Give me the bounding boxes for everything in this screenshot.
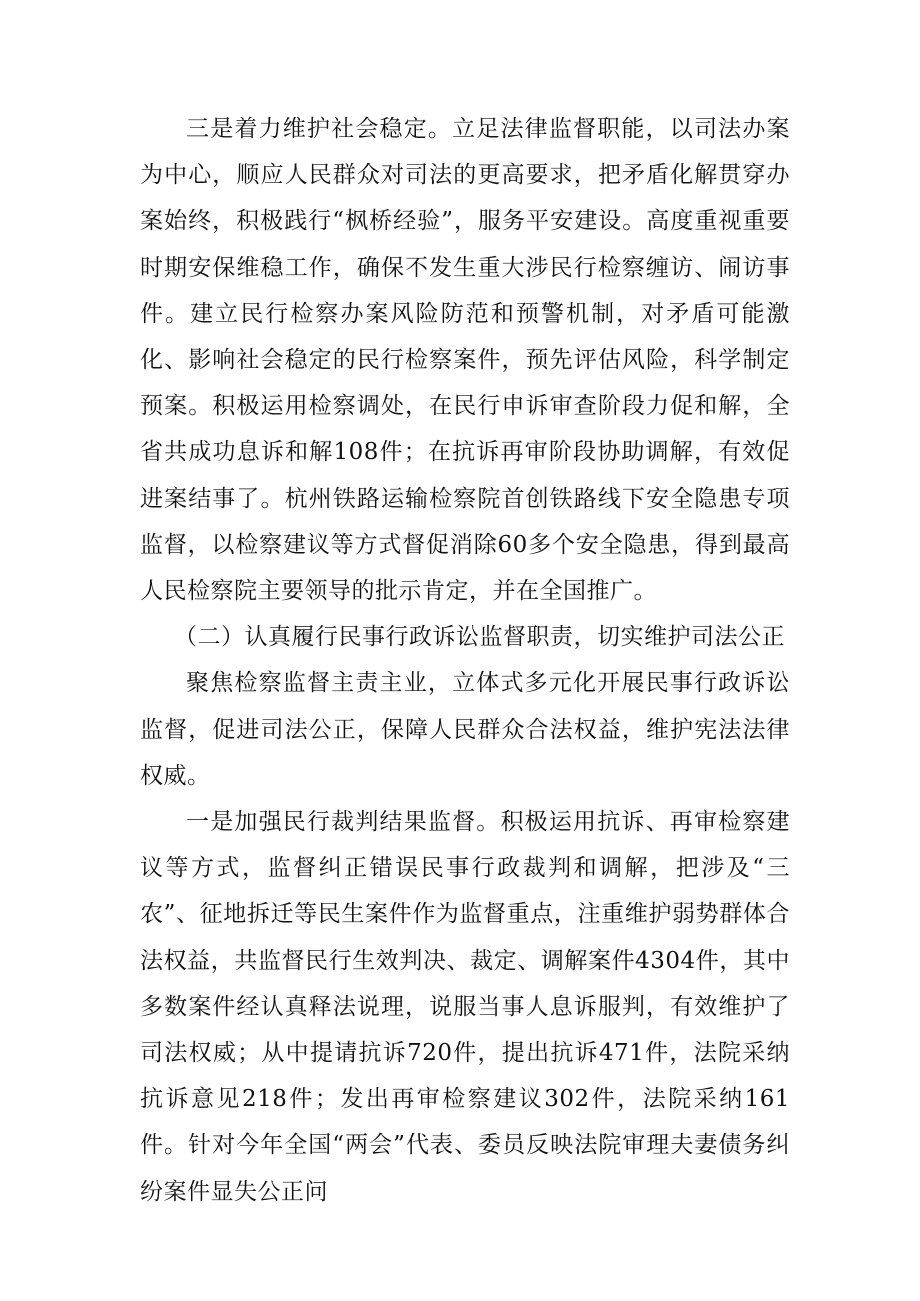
section-heading-civil-administrative-supervision: （二）认真履行民事行政诉讼监督职责，切实维护司法公正	[174, 624, 785, 651]
paragraph-judgment-supervision: 一是加强民行裁判结果监督。积极运用抗诉、再审检察建议等方式，监督纠正错误民事行政裁判和调解，把涉及“三农”、征地拆迁等民生案件作为监督重点，注重维护弱势群体合法权益，共监督民行生效判决、裁定、调解案件4304件，其中多数案件经认真释法说理，说服当事人息诉服判，有效维护了司法权威；从中提请抗诉720件，提出抗诉471件，法院采纳抗诉意见218件；发出再审检察建议302件，法院采纳161件。针对今年全国“两会”代表、委员反映法院审理夫妻债务纠纷案件显失公正问	[140, 809, 790, 1205]
paragraph-focus-main-duty: 聚焦检察监督主责主业，立体式多元化开展民事行政诉讼监督，促进司法公正，保障人民群众合法权益，维护宪法法律权威。	[140, 670, 790, 789]
paragraph-social-stability: 三是着力维护社会稳定。立足法律监督职能，以司法办案为中心，顺应人民群众对司法的更高要求，把矛盾化解贯穿办案始终，积极践行“枫桥经验”，服务平安建设。高度重视重要时期安保维稳工作，确保不发生重大涉民行检察缠访、闹访事件。建立民行检察办案风险防范和预警机制，对矛盾可能激化、影响社会稳定的民行检察案件，预先评估风险，科学制定预案。积极运用检察调处，在民行申诉审查阶段力促和解，全省共成功息诉和解108件；在抗诉再审阶段协助调解，有效促进案结事了。杭州铁路运输检察院首创铁路线下安全隐患专项监督，以检察建议等方式督促消除60多个安全隐患，得到最高人民检察院主要领导的批示肯定，并在全国推广。	[140, 116, 790, 605]
